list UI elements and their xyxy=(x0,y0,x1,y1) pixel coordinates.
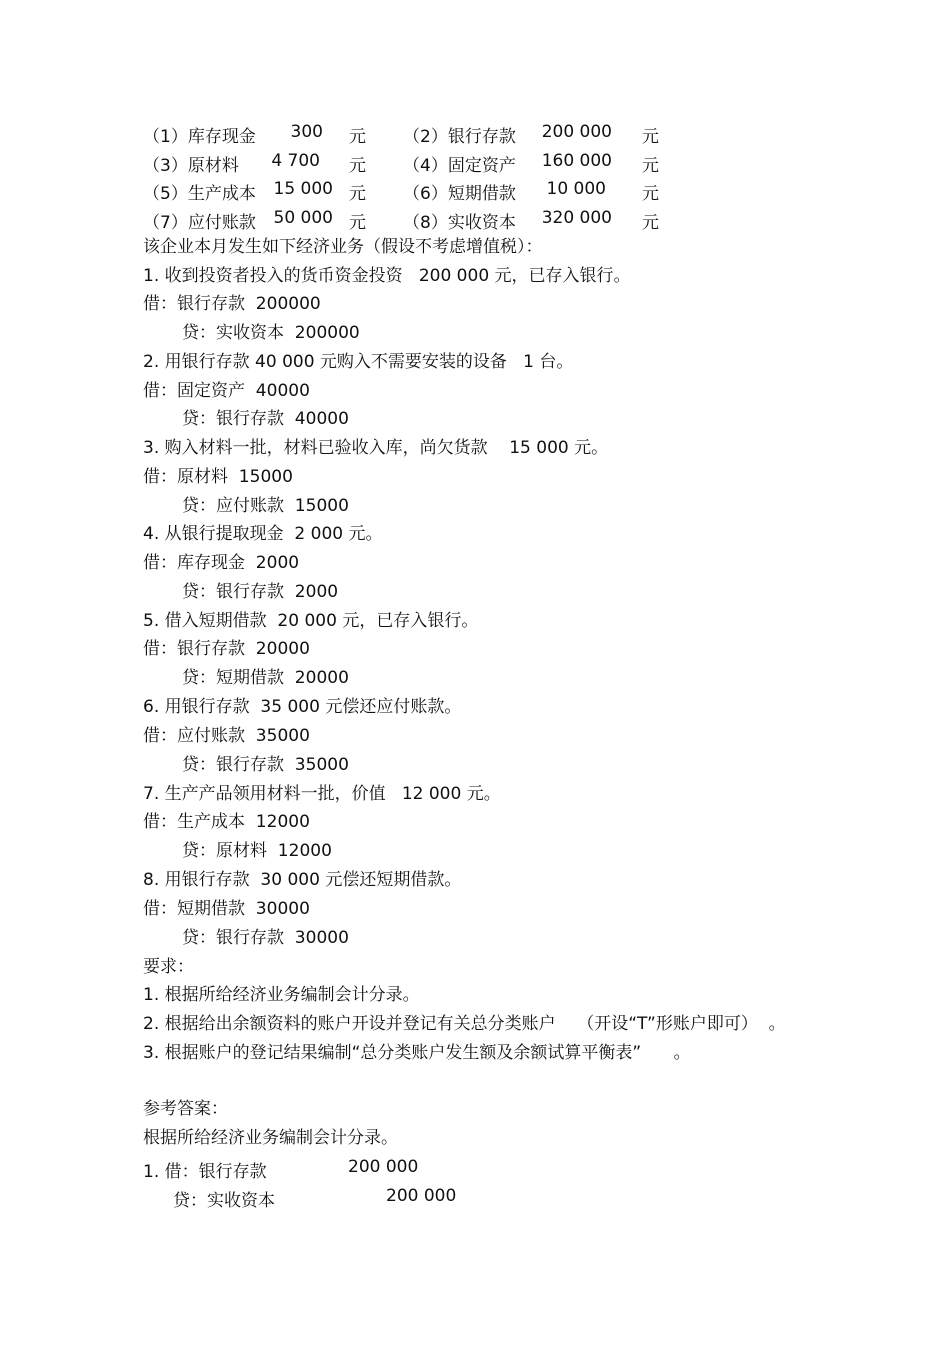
answer-debit-label: 1. 借：银行存款 xyxy=(143,1162,267,1182)
debit-entry: 借：原材料 15000 xyxy=(143,467,293,487)
balance-unit: 元 xyxy=(642,156,659,176)
debit-entry: 借：银行存款 200000 xyxy=(143,294,321,314)
debit-entry: 借：银行存款 20000 xyxy=(143,639,310,659)
requirement-item: 3. 根据账户的登记结果编制“总分类账户发生额及余额试算平衡表” 。 xyxy=(143,1043,691,1063)
balance-amount: 15 000 xyxy=(273,179,333,199)
credit-entry: 贷：银行存款 2000 xyxy=(182,582,339,602)
balance-unit: 元 xyxy=(349,184,366,204)
transaction-description: 3. 购入材料一批，材料已验收入库，尚欠货款 15 000 元。 xyxy=(143,438,609,458)
requirements-title: 要求： xyxy=(143,957,194,977)
balance-unit: 元 xyxy=(642,127,659,147)
debit-entry: 借：生产成本 12000 xyxy=(143,812,310,832)
credit-entry: 贷：银行存款 30000 xyxy=(182,928,349,948)
balance-amount: 160 000 xyxy=(541,151,612,171)
credit-entry: 贷：实收资本 200000 xyxy=(182,323,360,343)
credit-entry: 贷：应付账款 15000 xyxy=(182,496,349,516)
balance-label: （4）固定资产 xyxy=(403,156,516,176)
transaction-description: 6. 用银行存款 35 000 元偿还应付账款。 xyxy=(143,697,462,717)
balance-label: （1）库存现金 xyxy=(143,127,256,147)
balance-amount: 200 000 xyxy=(541,122,612,142)
balance-amount: 50 000 xyxy=(273,208,333,228)
balance-unit: 元 xyxy=(349,213,366,233)
debit-entry: 借：短期借款 30000 xyxy=(143,899,310,919)
balance-label: （6）短期借款 xyxy=(403,184,516,204)
answer-debit-amount: 200 000 xyxy=(348,1157,419,1177)
transaction-description: 2. 用银行存款 40 000 元购入不需要安装的设备 1 台。 xyxy=(143,352,574,372)
balance-unit: 元 xyxy=(349,156,366,176)
intro-text: 该企业本月发生如下经济业务（假设不考虑增值税）： xyxy=(143,237,543,257)
balance-unit: 元 xyxy=(349,127,366,147)
balance-amount: 10 000 xyxy=(546,179,606,199)
credit-entry: 贷：短期借款 20000 xyxy=(182,668,349,688)
debit-entry: 借：库存现金 2000 xyxy=(143,553,300,573)
balance-amount: 320 000 xyxy=(541,208,612,228)
balance-label: （3）原材料 xyxy=(143,156,239,176)
credit-entry: 贷：银行存款 35000 xyxy=(182,755,349,775)
debit-entry: 借：应付账款 35000 xyxy=(143,726,310,746)
answer-title: 参考答案： xyxy=(143,1099,228,1119)
answer-credit-label: 贷：实收资本 xyxy=(173,1191,275,1211)
transaction-description: 7. 生产产品领用材料一批，价值 12 000 元。 xyxy=(143,784,501,804)
credit-entry: 贷：原材料 12000 xyxy=(182,841,332,861)
balance-unit: 元 xyxy=(642,184,659,204)
balance-label: （5）生产成本 xyxy=(143,184,256,204)
balance-amount: 300 xyxy=(290,122,323,142)
debit-entry: 借：固定资产 40000 xyxy=(143,381,310,401)
transaction-description: 8. 用银行存款 30 000 元偿还短期借款。 xyxy=(143,870,462,890)
balance-unit: 元 xyxy=(642,213,659,233)
answer-credit-amount: 200 000 xyxy=(386,1186,457,1206)
transaction-description: 5. 借入短期借款 20 000 元，已存入银行。 xyxy=(143,611,479,631)
credit-entry: 贷：银行存款 40000 xyxy=(182,409,349,429)
requirement-item: 1. 根据所给经济业务编制会计分录。 xyxy=(143,985,420,1005)
answer-subtitle: 根据所给经济业务编制会计分录。 xyxy=(143,1128,398,1148)
balance-amount: 4 700 xyxy=(271,151,320,171)
balance-label: （2）银行存款 xyxy=(403,127,516,147)
balance-label: （8）实收资本 xyxy=(403,213,516,233)
transaction-description: 1. 收到投资者投入的货币资金投资 200 000 元，已存入银行。 xyxy=(143,266,631,286)
balance-label: （7）应付账款 xyxy=(143,213,256,233)
transaction-description: 4. 从银行提取现金 2 000 元。 xyxy=(143,524,383,544)
requirement-item: 2. 根据给出余额资料的账户开设并登记有关总分类账户 （开设“T”形账户即可） 。 xyxy=(143,1014,786,1034)
